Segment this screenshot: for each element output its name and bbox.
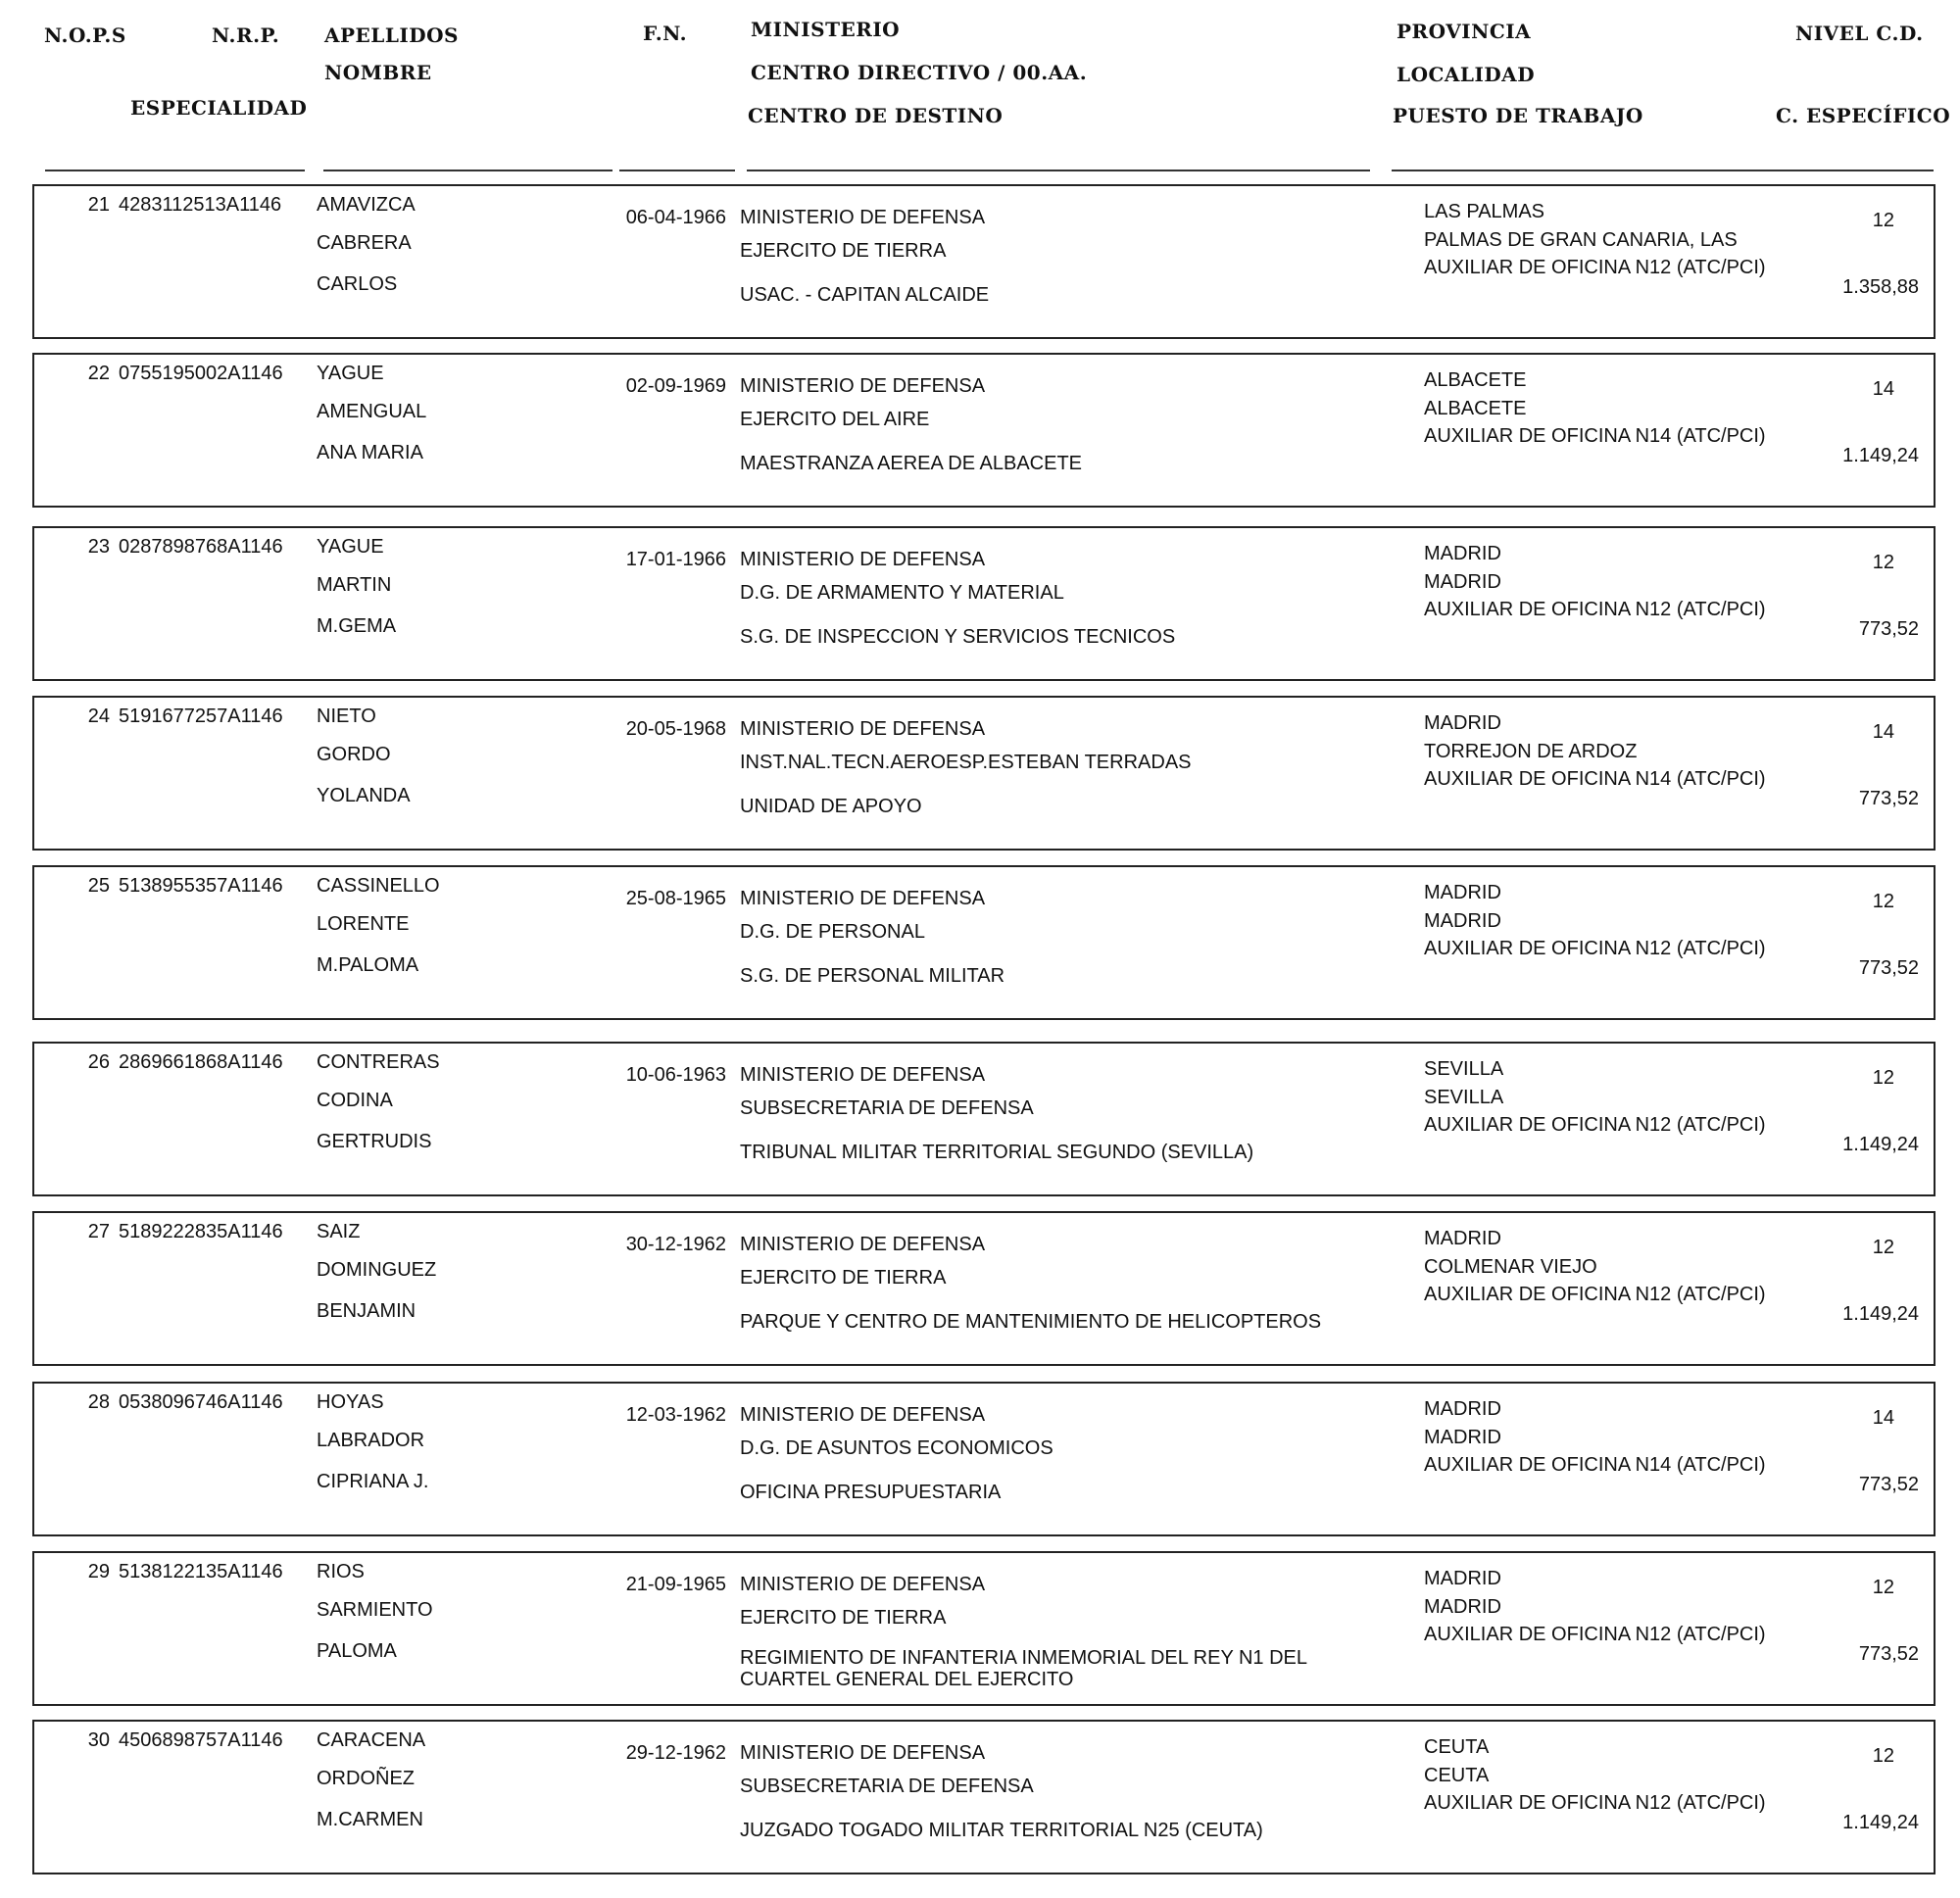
record-nivel: 12 [1872,891,1894,912]
record-fn: 12-03-1962 [625,1404,726,1426]
record-nrp: 0287898768A1146 [119,536,283,558]
record-nombre: M.CARMEN [317,1809,423,1830]
record-especifico: 773,52 [1858,618,1919,640]
record-provincia: MADRID [1424,1398,1501,1420]
record-localidad: SEVILLA [1424,1087,1504,1108]
record-fn: 21-09-1965 [625,1574,726,1595]
header-localidad: LOCALIDAD [1396,63,1536,86]
record-apellido1: RIOS [317,1561,365,1582]
record-fn: 17-01-1966 [625,549,726,570]
record-especifico: 773,52 [1858,1643,1919,1665]
record-nombre: BENJAMIN [317,1300,416,1322]
record-centro-destino: S.G. DE INSPECCION Y SERVICIOS TECNICOS [740,626,1176,648]
record-centro-directivo: INST.NAL.TECN.AEROESP.ESTEBAN TERRADAS [740,752,1192,773]
record [32,526,1936,681]
record-puesto: AUXILIAR DE OFICINA N12 (ATC/PCI) [1424,1624,1766,1645]
record-ministerio: MINISTERIO DE DEFENSA [740,1064,986,1086]
record-centro-destino: TRIBUNAL MILITAR TERRITORIAL SEGUNDO (SEVILLA) [740,1142,1254,1163]
record-nrp: 5138955357A1146 [119,875,283,897]
record-apellido2: CODINA [317,1090,393,1111]
record-nombre: CIPRIANA J. [317,1471,429,1492]
record-nivel: 12 [1872,552,1894,573]
record-puesto: AUXILIAR DE OFICINA N12 (ATC/PCI) [1424,1792,1766,1814]
record-localidad: ALBACETE [1424,398,1527,419]
record-provincia: MADRID [1424,543,1501,564]
record-centro-directivo: EJERCITO DE TIERRA [740,240,947,262]
record-apellido2: ORDOÑEZ [317,1768,415,1789]
record-centro-directivo: SUBSECRETARIA DE DEFENSA [740,1776,1034,1797]
record-apellido2: DOMINGUEZ [317,1259,437,1281]
record-centro-destino: REGIMIENTO DE INFANTERIA INMEMORIAL DEL REY N1 DEL CUARTEL GENERAL DEL EJERCITO [740,1647,1307,1690]
record-provincia: MADRID [1424,1568,1501,1589]
record-nrp: 0755195002A1146 [119,363,283,384]
header-fn: F.N. [643,22,688,45]
record-apellido1: CARACENA [317,1729,426,1751]
record-provincia: SEVILLA [1424,1058,1504,1080]
header-nrp: N.R.P. [212,24,280,47]
record-centro-directivo: EJERCITO DE TIERRA [740,1267,947,1289]
record-apellido1: CASSINELLO [317,875,440,897]
record-localidad: COLMENAR VIEJO [1424,1256,1597,1278]
header-provincia: PROVINCIA [1396,20,1532,43]
header-puesto: PUESTO DE TRABAJO [1393,104,1643,127]
record-centro-destino: UNIDAD DE APOYO [740,796,922,817]
record-apellido1: YAGUE [317,536,384,558]
record-number: 21 [87,194,110,216]
header-rule-1 [45,170,305,171]
record-puesto: AUXILIAR DE OFICINA N14 (ATC/PCI) [1424,768,1766,790]
record-apellido1: HOYAS [317,1391,384,1413]
record-provincia: CEUTA [1424,1736,1490,1758]
record-puesto: AUXILIAR DE OFICINA N12 (ATC/PCI) [1424,599,1766,620]
record-centro-destino: S.G. DE PERSONAL MILITAR [740,965,1005,987]
record-nombre: M.PALOMA [317,954,419,976]
record-provincia: MADRID [1424,712,1501,734]
record-apellido2: SARMIENTO [317,1599,433,1621]
record-number: 29 [87,1561,110,1582]
record-fn: 02-09-1969 [625,375,726,397]
record-especifico: 1.149,24 [1842,1303,1919,1325]
header-especialidad: ESPECIALIDAD [130,96,308,120]
record [32,1720,1936,1874]
record-apellido1: AMAVIZCA [317,194,416,216]
record [32,1382,1936,1536]
record-apellido2: LORENTE [317,913,410,935]
record-nrp: 4506898757A1146 [119,1729,283,1751]
record-puesto: AUXILIAR DE OFICINA N12 (ATC/PCI) [1424,1284,1766,1305]
record-centro-destino: JUZGADO TOGADO MILITAR TERRITORIAL N25 (CEUTA) [740,1820,1263,1841]
record-nivel: 12 [1872,1067,1894,1089]
record-ministerio: MINISTERIO DE DEFENSA [740,1234,986,1255]
record-centro-directivo: D.G. DE PERSONAL [740,921,925,943]
record-especifico: 1.149,24 [1842,1134,1919,1155]
record-number: 22 [87,363,110,384]
record-centro-destino: USAC. - CAPITAN ALCAIDE [740,284,990,306]
header-rule-5 [1392,170,1934,171]
record-nombre: CARLOS [317,273,398,295]
record-especifico: 1.358,88 [1842,276,1919,298]
record-apellido2: LABRADOR [317,1430,425,1451]
record [32,696,1936,851]
record-especifico: 1.149,24 [1842,445,1919,466]
record-apellido2: AMENGUAL [317,401,427,422]
record-fn: 20-05-1968 [625,718,726,740]
header-rule-4 [747,170,1370,171]
record-nombre: YOLANDA [317,785,411,806]
record-fn: 30-12-1962 [625,1234,726,1255]
record-nrp: 2869661868A1146 [119,1051,283,1073]
header-rule-3 [619,170,735,171]
record-localidad: MADRID [1424,1427,1501,1448]
record-fn: 29-12-1962 [625,1742,726,1764]
header-centro-directivo: CENTRO DIRECTIVO / 00.AA. [751,61,1088,84]
record-ministerio: MINISTERIO DE DEFENSA [740,1742,986,1764]
record-nombre: PALOMA [317,1640,397,1662]
record-centro-directivo: EJERCITO DEL AIRE [740,409,930,430]
record-centro-directivo: D.G. DE ASUNTOS ECONOMICOS [740,1437,1054,1459]
record-centro-destino: OFICINA PRESUPUESTARIA [740,1482,1002,1503]
record-provincia: MADRID [1424,1228,1501,1249]
record-apellido1: CONTRERAS [317,1051,440,1073]
record-ministerio: MINISTERIO DE DEFENSA [740,718,986,740]
record-nrp: 0538096746A1146 [119,1391,283,1413]
record-nombre: GERTRUDIS [317,1131,432,1152]
record-localidad: MADRID [1424,571,1501,593]
record-nrp: 5189222835A1146 [119,1221,283,1242]
record-nivel: 12 [1872,1237,1894,1258]
record-ministerio: MINISTERIO DE DEFENSA [740,375,986,397]
record-nivel: 12 [1872,1577,1894,1598]
record-number: 27 [87,1221,110,1242]
record [32,184,1936,339]
record [32,1551,1936,1706]
record-ministerio: MINISTERIO DE DEFENSA [740,1404,986,1426]
record-number: 23 [87,536,110,558]
record-number: 24 [87,706,110,727]
header-nombre: NOMBRE [324,61,432,84]
record [32,353,1936,508]
record-puesto: AUXILIAR DE OFICINA N12 (ATC/PCI) [1424,1114,1766,1136]
record-nombre: ANA MARIA [317,442,423,463]
record-number: 25 [87,875,110,897]
record-ministerio: MINISTERIO DE DEFENSA [740,888,986,909]
record-fn: 10-06-1963 [625,1064,726,1086]
record-especifico: 773,52 [1858,788,1919,809]
header-nops: N.O.P.S [44,24,126,47]
header-especifico: C. ESPECÍFICO [1776,104,1951,127]
record-apellido2: GORDO [317,744,391,765]
record-centro-directivo: SUBSECRETARIA DE DEFENSA [740,1097,1034,1119]
record-fn: 06-04-1966 [625,207,726,228]
record-puesto: AUXILIAR DE OFICINA N12 (ATC/PCI) [1424,257,1766,278]
record-number: 28 [87,1391,110,1413]
header-ministerio: MINISTERIO [751,18,901,41]
record-localidad: PALMAS DE GRAN CANARIA, LAS [1424,229,1738,251]
record-provincia: ALBACETE [1424,369,1527,391]
header-centro-destino: CENTRO DE DESTINO [748,104,1004,127]
record-nombre: M.GEMA [317,615,397,637]
record [32,865,1936,1020]
record-localidad: CEUTA [1424,1765,1490,1786]
record-apellido1: YAGUE [317,363,384,384]
record-localidad: MADRID [1424,1596,1501,1618]
record-nivel: 14 [1872,721,1894,743]
record-especifico: 773,52 [1858,957,1919,979]
record-apellido1: SAIZ [317,1221,361,1242]
record-apellido2: CABRERA [317,232,412,254]
record-apellido2: MARTIN [317,574,392,596]
record-nrp: 4283112513A1146 [119,194,282,216]
record-number: 30 [87,1729,110,1751]
record-nrp: 5138122135A1146 [119,1561,283,1582]
record-nivel: 12 [1872,210,1894,231]
record-provincia: MADRID [1424,882,1501,903]
record-apellido1: NIETO [317,706,376,727]
record [32,1042,1936,1196]
header-rule-2 [323,170,612,171]
record-centro-directivo: D.G. DE ARMAMENTO Y MATERIAL [740,582,1064,604]
header-nivel: NIVEL C.D. [1795,22,1924,45]
record-ministerio: MINISTERIO DE DEFENSA [740,1574,986,1595]
record-centro-destino: MAESTRANZA AEREA DE ALBACETE [740,453,1083,474]
record-ministerio: MINISTERIO DE DEFENSA [740,549,986,570]
record-nivel: 14 [1872,378,1894,400]
record-number: 26 [87,1051,110,1073]
record-puesto: AUXILIAR DE OFICINA N14 (ATC/PCI) [1424,425,1766,447]
header-apellidos: APELLIDOS [324,24,459,47]
record-centro-directivo: EJERCITO DE TIERRA [740,1607,947,1629]
record [32,1211,1936,1366]
record-especifico: 1.149,24 [1842,1812,1919,1833]
record-centro-destino: PARQUE Y CENTRO DE MANTENIMIENTO DE HELICOPTEROS [740,1311,1322,1333]
record-fn: 25-08-1965 [625,888,726,909]
record-nivel: 12 [1872,1745,1894,1767]
record-ministerio: MINISTERIO DE DEFENSA [740,207,986,228]
record-puesto: AUXILIAR DE OFICINA N12 (ATC/PCI) [1424,938,1766,959]
record-localidad: MADRID [1424,910,1501,932]
record-nrp: 5191677257A1146 [119,706,283,727]
record-localidad: TORREJON DE ARDOZ [1424,741,1638,762]
record-especifico: 773,52 [1858,1474,1919,1495]
record-nivel: 14 [1872,1407,1894,1429]
record-provincia: LAS PALMAS [1424,201,1545,222]
record-puesto: AUXILIAR DE OFICINA N14 (ATC/PCI) [1424,1454,1766,1476]
